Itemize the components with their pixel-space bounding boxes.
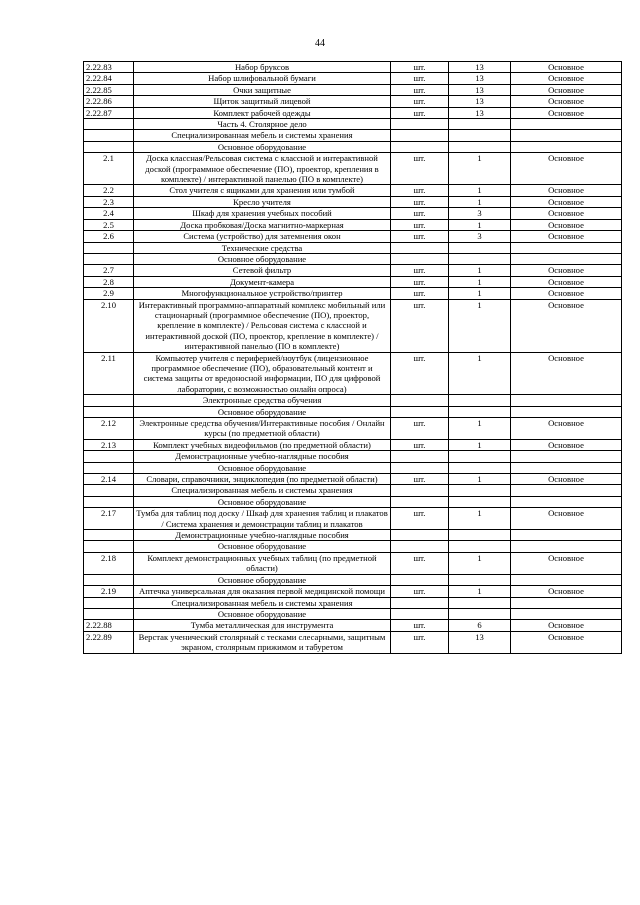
item-quantity: 13 bbox=[449, 73, 511, 84]
section-qty-cell bbox=[449, 253, 511, 264]
section-unit-cell bbox=[391, 485, 449, 496]
item-number: 2.11 bbox=[84, 352, 134, 395]
item-number: 2.6 bbox=[84, 231, 134, 242]
item-number: 2.3 bbox=[84, 196, 134, 207]
table-row bbox=[84, 196, 622, 207]
item-type: Основное bbox=[511, 508, 622, 530]
item-name: Стол учителя с ящиками для хранения или тумбой bbox=[134, 185, 391, 196]
section-type-cell bbox=[511, 496, 622, 507]
table-row bbox=[84, 208, 622, 219]
section-title: Основное оборудование bbox=[134, 406, 391, 417]
section-unit-cell bbox=[391, 119, 449, 130]
section-number-cell bbox=[84, 496, 134, 507]
item-unit: шт. bbox=[391, 219, 449, 230]
item-quantity: 1 bbox=[449, 586, 511, 597]
item-name: Верстак ученический столярный с тесками слесарными, защитным экраном, столярным прижимом и табуретом bbox=[134, 631, 391, 653]
table-row bbox=[84, 352, 622, 395]
item-unit: шт. bbox=[391, 508, 449, 530]
section-unit-cell bbox=[391, 462, 449, 473]
section-title: Демонстрационные учебно-наглядные пособия bbox=[134, 530, 391, 541]
table-row bbox=[84, 474, 622, 485]
section-row bbox=[84, 141, 622, 152]
item-name: Интерактивный программно-аппаратный комплекс мобильный или стационарный (программное обеспечение (ПО), проектор, крепление в комплекте) / Рельсовая система с классной и интерактивной доской (ПО, проектор, крепление в комплекте) / интерактивной панелью (ПО в комплекте) bbox=[134, 299, 391, 352]
item-number: 2.12 bbox=[84, 418, 134, 440]
equipment-table-body bbox=[84, 62, 622, 654]
section-title: Основное оборудование bbox=[134, 496, 391, 507]
item-name: Доска классная/Рельсовая система с классной и интерактивной доской (программное обеспечение (ПО), проектор, крепления в комплекте) / интерактивной панелью (ПО в комплекте) bbox=[134, 153, 391, 185]
item-unit: шт. bbox=[391, 185, 449, 196]
item-type: Основное bbox=[511, 586, 622, 597]
item-name: Многофункциональное устройство/принтер bbox=[134, 288, 391, 299]
item-quantity: 1 bbox=[449, 265, 511, 276]
section-number-cell bbox=[84, 608, 134, 619]
item-number: 2.22.86 bbox=[84, 96, 134, 107]
section-title: Основное оборудование bbox=[134, 141, 391, 152]
item-quantity: 1 bbox=[449, 196, 511, 207]
item-unit: шт. bbox=[391, 208, 449, 219]
section-title: Основное оборудование bbox=[134, 608, 391, 619]
table-row bbox=[84, 276, 622, 287]
section-type-cell bbox=[511, 119, 622, 130]
item-quantity: 1 bbox=[449, 185, 511, 196]
item-quantity: 1 bbox=[449, 153, 511, 185]
section-row bbox=[84, 485, 622, 496]
item-type: Основное bbox=[511, 153, 622, 185]
section-number-cell bbox=[84, 541, 134, 552]
section-row bbox=[84, 406, 622, 417]
section-type-cell bbox=[511, 253, 622, 264]
item-name: Словари, справочники, энциклопедия (по предметной области) bbox=[134, 474, 391, 485]
section-number-cell bbox=[84, 130, 134, 141]
section-number-cell bbox=[84, 462, 134, 473]
item-unit: шт. bbox=[391, 352, 449, 395]
table-row bbox=[84, 418, 622, 440]
page-number: 44 bbox=[315, 38, 325, 49]
section-type-cell bbox=[511, 406, 622, 417]
item-name: Комплект учебных видеофильмов (по предметной области) bbox=[134, 439, 391, 450]
item-type: Основное bbox=[511, 265, 622, 276]
item-unit: шт. bbox=[391, 73, 449, 84]
item-number: 2.22.89 bbox=[84, 631, 134, 653]
item-name: Тумба металлическая для инструмента bbox=[134, 620, 391, 631]
item-unit: шт. bbox=[391, 288, 449, 299]
section-type-cell bbox=[511, 530, 622, 541]
item-type: Основное bbox=[511, 208, 622, 219]
section-row bbox=[84, 597, 622, 608]
item-type: Основное bbox=[511, 96, 622, 107]
item-type: Основное bbox=[511, 552, 622, 574]
item-type: Основное bbox=[511, 352, 622, 395]
item-number: 2.5 bbox=[84, 219, 134, 230]
item-quantity: 13 bbox=[449, 84, 511, 95]
section-qty-cell bbox=[449, 597, 511, 608]
section-row bbox=[84, 496, 622, 507]
section-unit-cell bbox=[391, 253, 449, 264]
item-number: 2.10 bbox=[84, 299, 134, 352]
table-row bbox=[84, 288, 622, 299]
item-quantity: 1 bbox=[449, 288, 511, 299]
section-title: Специализированная мебель и системы хранения bbox=[134, 597, 391, 608]
item-unit: шт. bbox=[391, 96, 449, 107]
section-row bbox=[84, 253, 622, 264]
item-name: Шкаф для хранения учебных пособий bbox=[134, 208, 391, 219]
section-number-cell bbox=[84, 530, 134, 541]
section-unit-cell bbox=[391, 406, 449, 417]
section-qty-cell bbox=[449, 530, 511, 541]
section-qty-cell bbox=[449, 541, 511, 552]
table-row bbox=[84, 107, 622, 118]
section-title: Специализированная мебель и системы хранения bbox=[134, 130, 391, 141]
item-unit: шт. bbox=[391, 552, 449, 574]
item-number: 2.2 bbox=[84, 185, 134, 196]
section-unit-cell bbox=[391, 597, 449, 608]
table-row bbox=[84, 620, 622, 631]
item-number: 2.22.83 bbox=[84, 62, 134, 73]
section-type-cell bbox=[511, 608, 622, 619]
section-title: Основное оборудование bbox=[134, 462, 391, 473]
section-row bbox=[84, 608, 622, 619]
equipment-table bbox=[83, 61, 622, 654]
item-number: 2.18 bbox=[84, 552, 134, 574]
item-number: 2.22.87 bbox=[84, 107, 134, 118]
section-type-cell bbox=[511, 541, 622, 552]
section-number-cell bbox=[84, 253, 134, 264]
section-number-cell bbox=[84, 141, 134, 152]
section-number-cell bbox=[84, 451, 134, 462]
section-row bbox=[84, 130, 622, 141]
item-unit: шт. bbox=[391, 265, 449, 276]
section-unit-cell bbox=[391, 242, 449, 253]
section-qty-cell bbox=[449, 395, 511, 406]
item-unit: шт. bbox=[391, 586, 449, 597]
section-qty-cell bbox=[449, 141, 511, 152]
item-number: 2.13 bbox=[84, 439, 134, 450]
item-name: Тумба для таблиц под доску / Шкаф для хранения таблиц и плакатов / Система хранения и демонстрации таблиц и плакатов bbox=[134, 508, 391, 530]
item-type: Основное bbox=[511, 288, 622, 299]
section-number-cell bbox=[84, 242, 134, 253]
item-unit: шт. bbox=[391, 153, 449, 185]
section-row bbox=[84, 462, 622, 473]
section-qty-cell bbox=[449, 242, 511, 253]
section-type-cell bbox=[511, 574, 622, 585]
table-row bbox=[84, 62, 622, 73]
section-unit-cell bbox=[391, 608, 449, 619]
section-type-cell bbox=[511, 130, 622, 141]
section-row bbox=[84, 395, 622, 406]
section-title: Специализированная мебель и системы хранения bbox=[134, 485, 391, 496]
table-row bbox=[84, 586, 622, 597]
item-type: Основное bbox=[511, 620, 622, 631]
section-unit-cell bbox=[391, 451, 449, 462]
item-number: 2.22.88 bbox=[84, 620, 134, 631]
item-quantity: 3 bbox=[449, 208, 511, 219]
item-quantity: 3 bbox=[449, 231, 511, 242]
item-name: Доска пробковая/Доска магнитно-маркерная bbox=[134, 219, 391, 230]
section-unit-cell bbox=[391, 130, 449, 141]
item-type: Основное bbox=[511, 299, 622, 352]
item-quantity: 1 bbox=[449, 474, 511, 485]
item-type: Основное bbox=[511, 107, 622, 118]
item-quantity: 1 bbox=[449, 276, 511, 287]
section-qty-cell bbox=[449, 119, 511, 130]
item-unit: шт. bbox=[391, 62, 449, 73]
item-quantity: 13 bbox=[449, 62, 511, 73]
item-unit: шт. bbox=[391, 439, 449, 450]
item-type: Основное bbox=[511, 185, 622, 196]
section-unit-cell bbox=[391, 496, 449, 507]
table-row bbox=[84, 299, 622, 352]
item-type: Основное bbox=[511, 631, 622, 653]
item-type: Основное bbox=[511, 196, 622, 207]
table-row bbox=[84, 508, 622, 530]
item-name: Электронные средства обучения/Интерактивные пособия / Онлайн курсы (по предметной области) bbox=[134, 418, 391, 440]
table-row bbox=[84, 219, 622, 230]
section-type-cell bbox=[511, 462, 622, 473]
item-type: Основное bbox=[511, 439, 622, 450]
item-unit: шт. bbox=[391, 631, 449, 653]
section-title: Часть 4. Столярное дело bbox=[134, 119, 391, 130]
section-unit-cell bbox=[391, 541, 449, 552]
section-qty-cell bbox=[449, 462, 511, 473]
item-type: Основное bbox=[511, 474, 622, 485]
item-unit: шт. bbox=[391, 84, 449, 95]
item-name: Сетевой фильтр bbox=[134, 265, 391, 276]
item-number: 2.22.84 bbox=[84, 73, 134, 84]
section-unit-cell bbox=[391, 530, 449, 541]
item-number: 2.9 bbox=[84, 288, 134, 299]
section-qty-cell bbox=[449, 574, 511, 585]
item-name: Комплект демонстрационных учебных таблиц (по предметной области) bbox=[134, 552, 391, 574]
table-row bbox=[84, 185, 622, 196]
table-row bbox=[84, 96, 622, 107]
item-name: Очки защитные bbox=[134, 84, 391, 95]
item-unit: шт. bbox=[391, 231, 449, 242]
item-quantity: 13 bbox=[449, 96, 511, 107]
item-number: 2.4 bbox=[84, 208, 134, 219]
item-name: Система (устройство) для затемнения окон bbox=[134, 231, 391, 242]
section-row bbox=[84, 451, 622, 462]
item-number: 2.8 bbox=[84, 276, 134, 287]
section-unit-cell bbox=[391, 395, 449, 406]
section-type-cell bbox=[511, 485, 622, 496]
section-unit-cell bbox=[391, 141, 449, 152]
item-type: Основное bbox=[511, 73, 622, 84]
section-title: Электронные средства обучения bbox=[134, 395, 391, 406]
section-qty-cell bbox=[449, 406, 511, 417]
item-unit: шт. bbox=[391, 418, 449, 440]
section-qty-cell bbox=[449, 608, 511, 619]
item-type: Основное bbox=[511, 418, 622, 440]
item-type: Основное bbox=[511, 276, 622, 287]
section-row bbox=[84, 574, 622, 585]
section-title: Демонстрационные учебно-наглядные пособия bbox=[134, 451, 391, 462]
item-type: Основное bbox=[511, 62, 622, 73]
item-name: Набор бруксов bbox=[134, 62, 391, 73]
section-title: Основное оборудование bbox=[134, 574, 391, 585]
section-title: Основное оборудование bbox=[134, 253, 391, 264]
section-row bbox=[84, 530, 622, 541]
item-unit: шт. bbox=[391, 474, 449, 485]
section-number-cell bbox=[84, 119, 134, 130]
section-type-cell bbox=[511, 242, 622, 253]
item-quantity: 1 bbox=[449, 552, 511, 574]
item-number: 2.19 bbox=[84, 586, 134, 597]
section-unit-cell bbox=[391, 574, 449, 585]
section-title: Технические средства bbox=[134, 242, 391, 253]
item-name: Щиток защитный лицевой bbox=[134, 96, 391, 107]
item-number: 2.7 bbox=[84, 265, 134, 276]
table-row bbox=[84, 231, 622, 242]
item-quantity: 13 bbox=[449, 631, 511, 653]
item-type: Основное bbox=[511, 84, 622, 95]
section-row bbox=[84, 541, 622, 552]
item-quantity: 1 bbox=[449, 508, 511, 530]
section-qty-cell bbox=[449, 130, 511, 141]
section-type-cell bbox=[511, 597, 622, 608]
item-quantity: 1 bbox=[449, 418, 511, 440]
item-number: 2.17 bbox=[84, 508, 134, 530]
item-quantity: 13 bbox=[449, 107, 511, 118]
section-qty-cell bbox=[449, 496, 511, 507]
item-quantity: 1 bbox=[449, 299, 511, 352]
item-name: Компьютер учителя с периферией/ноутбук (лицензионное программное обеспечение (ПО), образовательный контент и система защиты от вредоносной информации, ПО для цифровой лаборатории, с возможностью онлайн опроса) bbox=[134, 352, 391, 395]
table-row bbox=[84, 84, 622, 95]
section-type-cell bbox=[511, 451, 622, 462]
item-number: 2.1 bbox=[84, 153, 134, 185]
table-row bbox=[84, 73, 622, 84]
item-unit: шт. bbox=[391, 620, 449, 631]
item-name: Набор шлифовальной бумаги bbox=[134, 73, 391, 84]
table-row bbox=[84, 631, 622, 653]
item-unit: шт. bbox=[391, 276, 449, 287]
section-title: Основное оборудование bbox=[134, 541, 391, 552]
section-number-cell bbox=[84, 485, 134, 496]
section-type-cell bbox=[511, 141, 622, 152]
item-name: Аптечка универсальная для оказания первой медицинской помощи bbox=[134, 586, 391, 597]
section-row bbox=[84, 119, 622, 130]
item-quantity: 1 bbox=[449, 219, 511, 230]
table-row bbox=[84, 552, 622, 574]
table-row bbox=[84, 439, 622, 450]
item-type: Основное bbox=[511, 231, 622, 242]
item-type: Основное bbox=[511, 219, 622, 230]
table-row bbox=[84, 265, 622, 276]
item-quantity: 1 bbox=[449, 352, 511, 395]
item-name: Комплект рабочей одежды bbox=[134, 107, 391, 118]
item-quantity: 6 bbox=[449, 620, 511, 631]
item-unit: шт. bbox=[391, 299, 449, 352]
item-unit: шт. bbox=[391, 196, 449, 207]
item-unit: шт. bbox=[391, 107, 449, 118]
item-quantity: 1 bbox=[449, 439, 511, 450]
item-name: Кресло учителя bbox=[134, 196, 391, 207]
item-number: 2.14 bbox=[84, 474, 134, 485]
section-row bbox=[84, 242, 622, 253]
table-row bbox=[84, 153, 622, 185]
section-type-cell bbox=[511, 395, 622, 406]
section-qty-cell bbox=[449, 451, 511, 462]
section-number-cell bbox=[84, 597, 134, 608]
item-number: 2.22.85 bbox=[84, 84, 134, 95]
section-number-cell bbox=[84, 395, 134, 406]
section-qty-cell bbox=[449, 485, 511, 496]
section-number-cell bbox=[84, 574, 134, 585]
section-number-cell bbox=[84, 406, 134, 417]
item-name: Документ-камера bbox=[134, 276, 391, 287]
